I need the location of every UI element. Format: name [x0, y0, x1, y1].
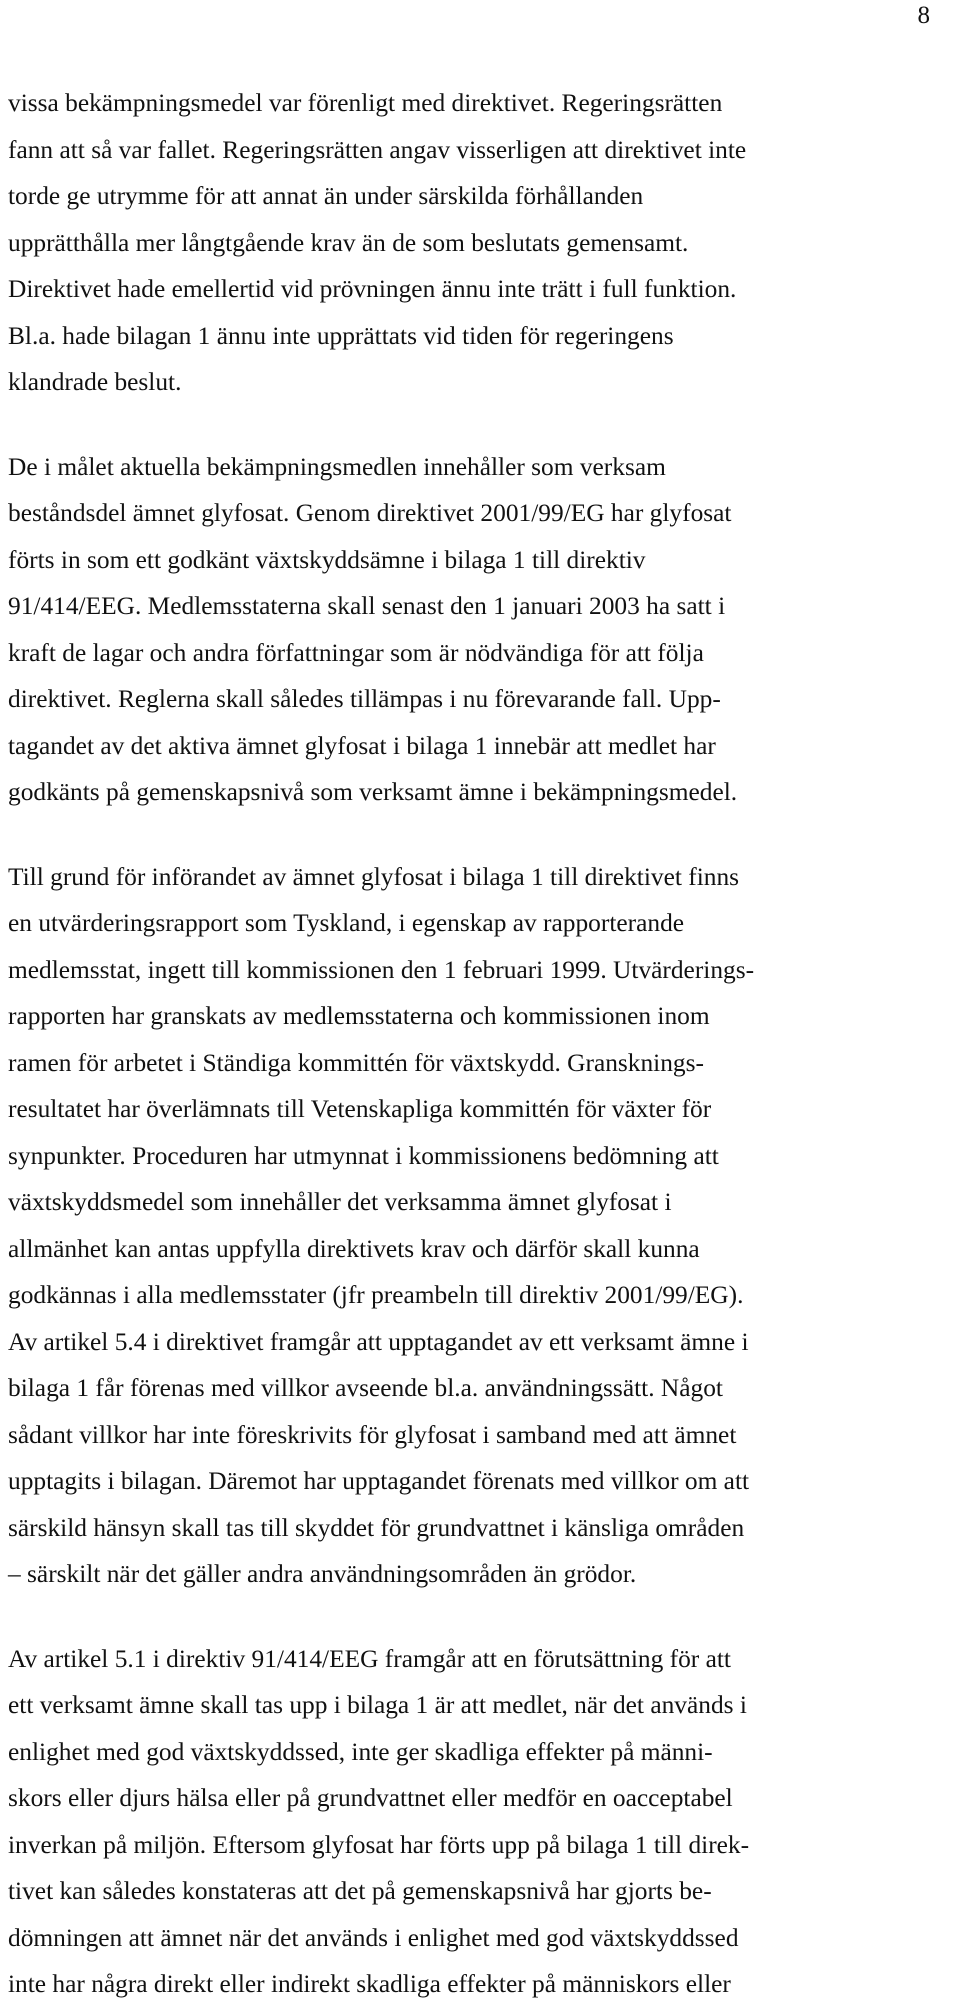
paragraph-artikel-5-1: Av artikel 5.1 i direktiv 91/414/EEG framgår att en förutsättning för att ett verksamt ämne skall tas upp i bilaga 1 är att medlet, när det används i enlighet med god växtskyddssed, inte ger skadliga effekter på männi- skors eller djurs hälsa eller på grundvattnet eller medför en oacceptabel inverkan på miljön. Eftersom glyfosat har förts upp på bilaga 1 till direk- tivet kan således konstateras att det på gemenskapsnivå har gjorts be- dömningen att ämnet när det används i enlighet med god växtskyddssed inte har några direkt eller indirekt skadliga effekter på människors eller — [8, 1644, 750, 1998]
document-body — [8, 80, 954, 2008]
paragraph-utvarderingsrapport: Till grund för införandet av ämnet glyfosat i bilaga 1 till direktivet finns en utvärderingsrapport som Tyskland, i egenskap av rapporterande medlemsstat, ingett till kommissionen den 1 februari 1999. Utvärderings- rapporten har granskats av medlemsstaterna och kommissionen inom ramen för arbetet i Ständiga kommittén för växtskydd. Gransknings- resultatet har överlämnats till Vetenskapliga kommittén för växter för synpunkter. Proceduren har utmynnat i kommissionens bedömning att växtskyddsmedel som innehåller det verksamma ämnet glyfosat i allmänhet kan antas uppfylla direktivets krav och därför skall kunna godkännas i alla medlemsstater (jfr preambeln till direktiv 2001/99/EG). Av artikel 5.4 i direktivet framgår att upptagandet av ett verksamt ämne i bilaga 1 får förenas med villkor avseende bl.a. användningssätt. Något sådant villkor har inte föreskrivits för glyfosat i samband med att ämnet upptagits i bilagan. Däremot har upptagandet förenats med villkor om att särskild hänsyn skall tas till skyddet för grundvattnet i känsliga områden – särskilt när det gäller andra användningsområden än grödor. — [8, 862, 755, 1588]
paragraph-glyfosat-direktiv: De i målet aktuella bekämpningsmedlen innehåller som verksam beståndsdel ämnet glyfosat. Genom direktivet 2001/99/EG har glyfosat förts in som ett godkänt växtskyddsämne i bilaga 1 till direktiv 91/414/EEG. Medlemsstaterna skall senast den 1 januari 2003 ha satt i kraft de lagar och andra författningar som är nödvändiga för att följa direktivet. Reglerna skall således tillämpas i nu förevarande fall. Upp- tagandet av det aktiva ämnet glyfosat i bilaga 1 innebär att medlet har godkänts på gemenskapsnivå som verksamt ämne i bekämpningsmedel. — [8, 452, 738, 806]
paragraph-regeringsratten: vissa bekämpningsmedel var förenligt med direktivet. Regeringsrätten fann att så var fallet. Regeringsrätten angav visserligen att direktivet inte torde ge utrymme för att annat än under särskilda förhållanden upprätthålla mer långtgående krav än de som beslutats gemensamt. Direktivet hade emellertid vid prövningen ännu inte trätt i full funktion. Bl.a. hade bilagan 1 ännu inte upprättats vid tiden för regeringens klandrade beslut. — [8, 89, 747, 396]
page-number: 8 — [917, 2, 930, 29]
